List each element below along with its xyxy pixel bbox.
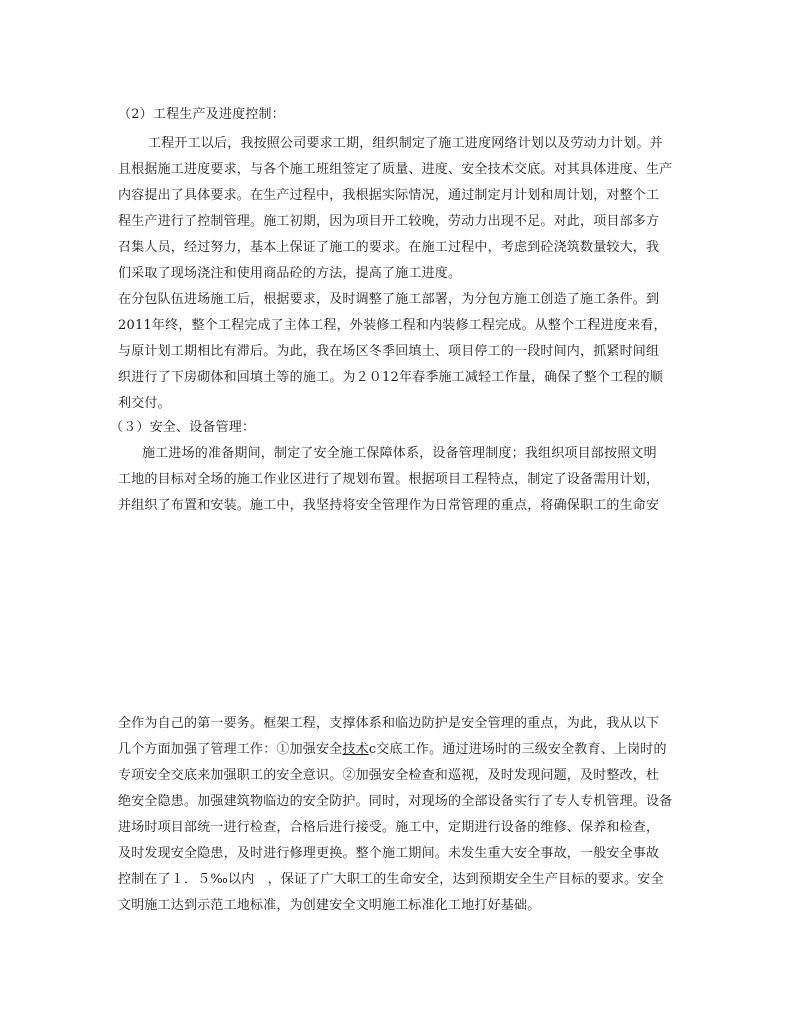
paragraph-line: 程生产进行了控制管理。施工初期，因为项目开工较晚，劳动力出现不足。对此，项目部多方 [118,214,660,229]
paragraph-line: 与原计划工期相比有滞后。为此，我在场区冬季回填土、项目停工的一段时间内，抓紧时间组 [118,344,660,359]
text-segment: c交底工作。通过进场时的三级安全教育、上岗时的 [368,742,667,757]
paragraph-line: 工地的目标对全场的施工作业区进行了规划布置。根据项目工程特点，制定了设备需用计划， [118,472,660,487]
paragraph-line: 且根据施工进度要求，与各个施工班组签定了质量、进度、安全技术交底。对其具体进度、生产 [118,162,673,177]
paragraph-line: 织进行了下房砌体和回填土等的施工。为２０12年春季施工减轻工作量，确保了整个工程的顺 [118,370,663,385]
paragraph-line: 绝安全隐患。加强建筑物临边的安全防护。同时，对现场的全部设备实行了专人专机管理。设备 [118,794,673,809]
paragraph-line: 文明施工达到示范工地标准，为创建安全文明施工标准化工地打好基础。 [118,898,541,913]
paragraph-line: 工程开工以后，我按照公司要求工期，组织制定了施工进度网络计划以及劳动力计划。并 [148,136,663,151]
paragraph-line: 召集人员，经过努力，基本上保证了施工的要求。在施工过程中，考虑到砼浇筑数量较大，我 [118,240,660,255]
underlined-term: 技术 [342,742,369,757]
paragraph-line-with-link [118,742,667,758]
text-segment: 几个方面加强了管理工作：①加强安全 [118,742,343,757]
paragraph-line: 及时发现安全隐患，及时进行修理更换。整个施工期间。未发生重大安全事故，一般安全事故 [118,846,660,861]
paragraph-line: 进场时项目部统一进行检查，合格后进行接受。施工中，定期进行设备的维修、保养和检查， [118,820,660,835]
paragraph-line: 控制在了１．５‰以内 ，保证了广大职工的生命安全，达到预期安全生产目标的要求。安全 [118,872,664,887]
paragraph-line: 利交付。 [118,396,171,411]
section-heading-safety: （３）安全、设备管理： [110,420,256,435]
paragraph-line: 2011年终，整个工程完成了主体工程，外装修工程和内装修工程完成。从整个工程进度来看， [118,318,667,333]
paragraph-line: 施工进场的准备期间，制定了安全施工保障体系，设备管理制度；我组织项目部按照文明 [142,446,657,461]
paragraph-line: 并组织了布置和安装。施工中，我坚持将安全管理作为日常管理的重点，将确保职工的生命安 [118,498,660,513]
paragraph-line: 内容提出了具体要求。在生产过程中，我根据实际情况，通过制定月计划和周计划，对整个工 [118,188,660,203]
paragraph-line: 们采取了现场浇注和使用商品砼的方法，提高了施工进度。 [118,266,462,281]
section-heading-progress: （2）工程生产及进度控制： [118,107,285,122]
paragraph-line: 在分包队伍进场施工后，根据要求，及时调整了施工部署，为分包方施工创造了施工条件。到 [118,292,660,307]
paragraph-line: 全作为自己的第一要务。框架工程，支撑体系和临边防护是安全管理的重点，为此，我从以下 [118,716,660,731]
paragraph-line: 专项安全交底来加强职工的安全意识。②加强安全检查和巡视，及时发现问题，及时整改，杜 [118,768,660,783]
